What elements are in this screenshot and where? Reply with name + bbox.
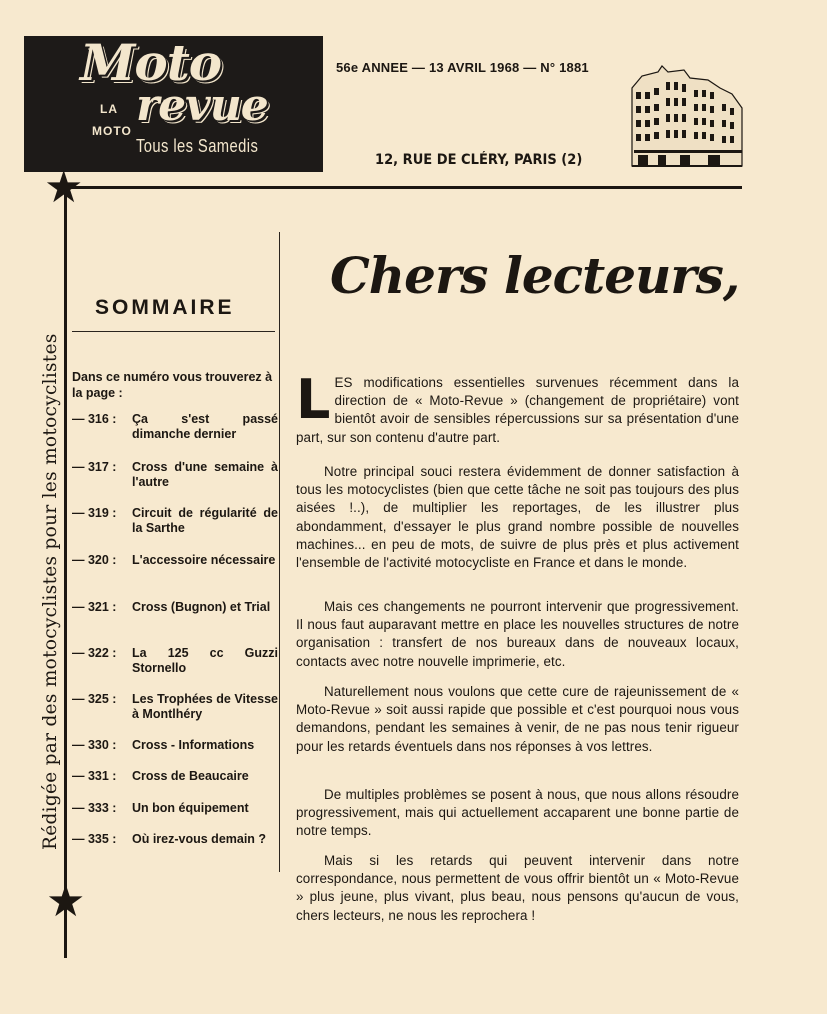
star-top-icon: ★ xyxy=(44,163,84,212)
toc-item xyxy=(72,832,282,847)
toc-page: — 316 : xyxy=(72,412,117,426)
masthead-tagline: Tous les Samedis xyxy=(136,136,259,156)
side-slogan: Rédigée par des motocyclistes pour les motocyclistes xyxy=(40,333,61,850)
toc-title: Cross de Beaucaire xyxy=(132,769,249,783)
toc-page: — 330 : xyxy=(72,738,117,752)
toc-item xyxy=(72,412,282,442)
toc-title: Circuit de régularité de la Sarthe xyxy=(132,506,278,535)
toc-title: Les Trophées de Vitesse à Montlhéry xyxy=(132,692,278,721)
toc-page: — 322 : xyxy=(72,646,117,660)
toc-title: Cross - Informations xyxy=(132,738,255,752)
logo-moto-text: Moto xyxy=(80,33,222,92)
toc-page: — 317 : xyxy=(72,460,117,474)
toc-item xyxy=(72,506,282,536)
building-illustration-icon xyxy=(628,58,746,168)
toc-title: Un bon équipement xyxy=(132,801,249,815)
toc-page: — 320 : xyxy=(72,553,117,567)
toc-item xyxy=(72,460,282,490)
address-line: 12, RUE DE CLÉRY, PARIS (2) xyxy=(375,152,583,168)
article-paragraph: Mais ces changements ne pourront intervenir que progressivement. Il nous faut auparavant mettre en place les nouvelles structures de notre organisation : transfert de nos bureaux dans de nouveaux locaux, contacts avec notre nouvelle imprimerie, etc. xyxy=(296,599,739,669)
article-headline: Chers lecteurs, xyxy=(330,246,740,305)
toc-title: La 125 cc Guzzi Stornello xyxy=(132,646,278,675)
toc-item xyxy=(72,646,282,676)
toc-title: L'accessoire nécessaire xyxy=(132,553,276,567)
sommaire-title: SOMMAIRE xyxy=(95,296,235,319)
paragraph-text: ES modifications essentielles survenues récemment dans la direction de « Moto-Revue » (changement de propriétaire) vont bientôt avoir de sensibles répercussions sur sa présentation d'une part, sur son contenu d'autre part. xyxy=(296,375,739,445)
article-paragraph: Notre principal souci restera évidemment de donner satisfaction à tous les motocyclistes (bien que cette tâche ne soit pas toujours des plus aisées !..), de multiplier les reportages, de les illustrer plus abondamment, d'essayer le plus grand nombre possible de nouvelles machines... en peu de mots, de suivre de plus près et plus activement l'ensemble de l'activité motocycliste en France et dans le monde. xyxy=(296,464,739,571)
logo-revue-text: revue xyxy=(136,80,268,131)
toc-item xyxy=(72,769,282,784)
toc-item xyxy=(72,692,282,722)
logo-la-text: LA xyxy=(100,102,118,116)
vertical-rule xyxy=(64,186,67,958)
issue-line: 56e ANNEE — 13 AVRIL 1968 — N° 1881 xyxy=(336,60,589,75)
toc-item xyxy=(72,600,282,615)
toc-title: Ça s'est passé dimanche dernier xyxy=(132,412,278,441)
article-paragraph: De multiples problèmes se posent à nous, que nous allons résoudre progressivement, mais qui actuellement accaparent une bonne partie de notre temps. xyxy=(296,787,739,839)
toc-page: — 325 : xyxy=(72,692,117,706)
sommaire-intro: Dans ce numéro vous trouverez à la page : xyxy=(72,370,273,400)
toc-item xyxy=(72,801,282,816)
article-paragraph: Naturellement nous voulons que cette cure de rajeunissement de « Moto-Revue » soit aussi rapide que possible et c'est pourquoi nous vous demandons, pendant les semaines à venir, de ne pas nous tenir rigueur pour les retards éventuels dans nos réponses à vos lettres. xyxy=(296,684,739,754)
toc-item xyxy=(72,738,282,753)
toc-title: Cross d'une semaine à l'autre xyxy=(132,460,278,489)
logo-moto-small-text: MOTO xyxy=(92,124,132,138)
top-rule xyxy=(62,186,742,189)
toc-page: — 321 : xyxy=(72,600,117,614)
article-paragraph: Mais si les retards qui peuvent intervenir dans notre correspondance, nous permettent de vous offrir bientôt un « Moto-Revue » plus jeune, plus vivant, plus beau, nous pensons qu'aucun de vous, chers lecteurs, ne nous les reprochera ! xyxy=(296,853,739,923)
toc-page: — 319 : xyxy=(72,506,117,520)
toc-page: — 335 : xyxy=(72,832,117,846)
sommaire-rule xyxy=(72,331,275,332)
article-paragraph xyxy=(296,368,739,447)
masthead xyxy=(24,33,323,172)
toc-page: — 331 : xyxy=(72,769,117,783)
toc-title: Où irez-vous demain ? xyxy=(132,832,267,846)
toc-item xyxy=(72,553,282,568)
toc-title: Cross (Bugnon) et Trial xyxy=(132,600,271,614)
toc-page: — 333 : xyxy=(72,801,117,815)
drop-cap: L xyxy=(296,368,331,431)
star-bottom-icon: ★ xyxy=(46,877,86,926)
